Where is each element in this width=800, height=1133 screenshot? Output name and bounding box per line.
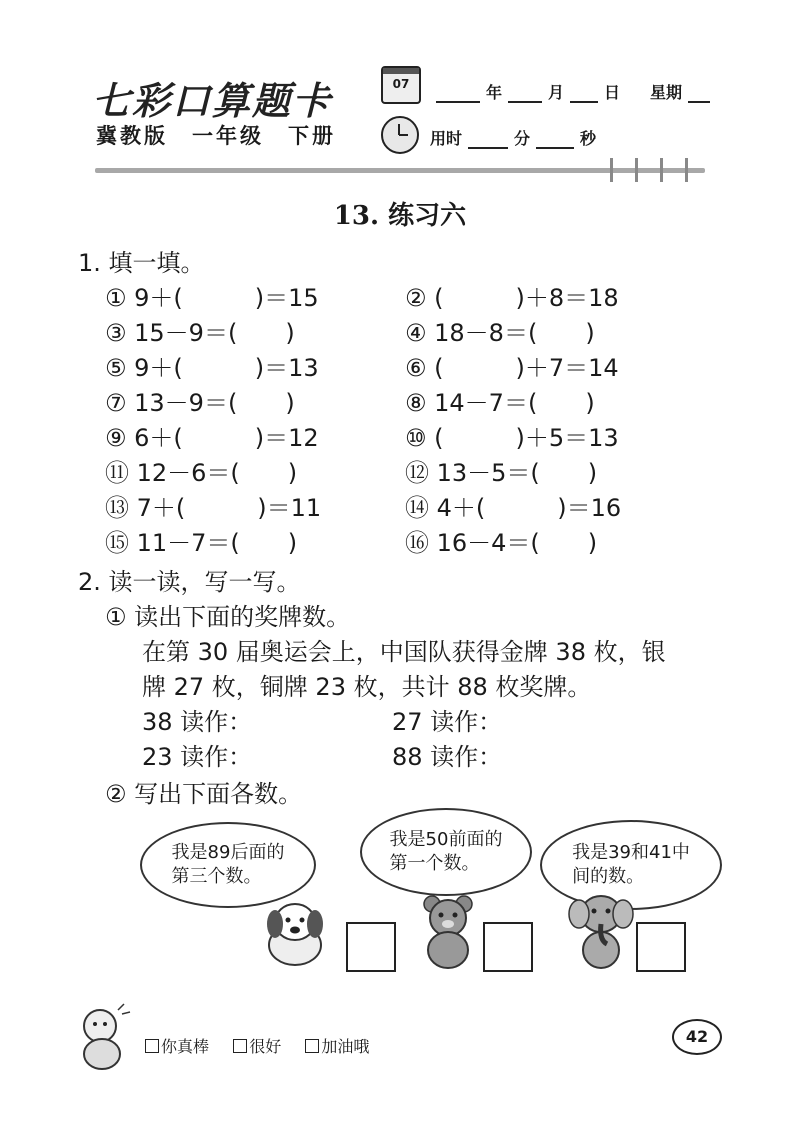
- answer-box-3[interactable]: [636, 922, 686, 972]
- exercise-11: ⑪ 12－6＝( ): [105, 459, 298, 487]
- elephant-icon: [565, 890, 637, 972]
- clock-icon: [381, 116, 419, 154]
- calendar-icon-number: 07: [392, 77, 410, 91]
- section1-heading: 1. 填一填。: [78, 249, 205, 277]
- page-number: 42: [672, 1019, 722, 1055]
- exercise-5: ⑤ 9＋( )＝13: [105, 354, 319, 382]
- mascot-icon: [72, 1002, 134, 1074]
- bubble-text-bear: 我是50前面的 第一个数。: [389, 829, 503, 874]
- checkbox-good[interactable]: [233, 1039, 247, 1053]
- divider-tick: [660, 158, 663, 182]
- exercise-1: ① 9＋( )＝15: [105, 284, 319, 312]
- section2-heading: 2. 读一读，写一写。: [78, 568, 301, 596]
- divider-tick: [610, 158, 613, 182]
- header-divider: [95, 168, 705, 173]
- exercise-12: ⑫ 13－5＝( ): [405, 459, 598, 487]
- answer-box-2[interactable]: [483, 922, 533, 972]
- page-title: 13. 练习六: [333, 201, 467, 231]
- medal-paragraph-line1: 在第 30 届奥运会上，中国队获得金牌 38 枚，银: [142, 638, 666, 666]
- answer-box-1[interactable]: [346, 922, 396, 972]
- brand-title: 七彩口算题卡: [92, 78, 333, 123]
- exercise-9: ⑨ 6＋( )＝12: [105, 424, 319, 452]
- exercise-10: ⑩ ( )＋5＝13: [405, 424, 619, 452]
- read-item-38: 38 读作：: [142, 708, 253, 736]
- divider-tick: [685, 158, 688, 182]
- read-item-27: 27 读作：: [392, 708, 503, 736]
- exercise-16: ⑯ 16－4＝( ): [405, 529, 598, 557]
- bear-icon: [410, 892, 486, 972]
- speech-bubble-bear: [360, 808, 532, 896]
- weekday-label: 星期: [650, 83, 683, 102]
- subsection2-heading: ② 写出下面各数。: [105, 780, 303, 808]
- divider-tick: [635, 158, 638, 182]
- exercise-7: ⑦ 13－9＝( ): [105, 389, 295, 417]
- read-item-23: 23 读作：: [142, 743, 253, 771]
- time-used-label: 用时: [430, 129, 463, 148]
- exercise-6: ⑥ ( )＋7＝14: [405, 354, 619, 382]
- edition-label: 冀教版 一年级 下册: [96, 124, 336, 148]
- second-label: 秒: [580, 129, 597, 148]
- checkbox-keep-going[interactable]: [305, 1039, 319, 1053]
- read-item-88: 88 读作：: [392, 743, 503, 771]
- eval-great: 你真棒: [161, 1037, 210, 1056]
- eval-keep-going: 加油哦: [321, 1037, 370, 1056]
- exercise-15: ⑮ 11－7＝( ): [105, 529, 298, 557]
- self-evaluation: [145, 1034, 369, 1057]
- time-used-line: [430, 126, 596, 149]
- bubble-text-elephant: 我是39和41中 间的数。: [572, 842, 690, 887]
- exercise-13: ⑬ 7＋( )＝11: [105, 494, 322, 522]
- dog-icon: [255, 890, 335, 970]
- bubble-text-dog: 我是89后面的 第三个数。: [171, 842, 285, 887]
- month-label: 月: [548, 83, 565, 102]
- exercise-2: ② ( )＋8＝18: [405, 284, 619, 312]
- date-line: [430, 80, 716, 103]
- calendar-icon: [381, 66, 421, 104]
- exercise-4: ④ 18－8＝( ): [405, 319, 595, 347]
- minute-label: 分: [514, 129, 531, 148]
- checkbox-great[interactable]: [145, 1039, 159, 1053]
- exercise-8: ⑧ 14－7＝( ): [405, 389, 595, 417]
- medal-paragraph-line2: 牌 27 枚，铜牌 23 枚，共计 88 枚奖牌。: [142, 673, 592, 701]
- subsection1-heading: ① 读出下面的奖牌数。: [105, 603, 351, 631]
- exercise-3: ③ 15－9＝( ): [105, 319, 295, 347]
- eval-good: 很好: [249, 1037, 282, 1056]
- exercise-14: ⑭ 4＋( )＝16: [405, 494, 622, 522]
- year-label: 年: [486, 83, 503, 102]
- day-label: 日: [604, 83, 621, 102]
